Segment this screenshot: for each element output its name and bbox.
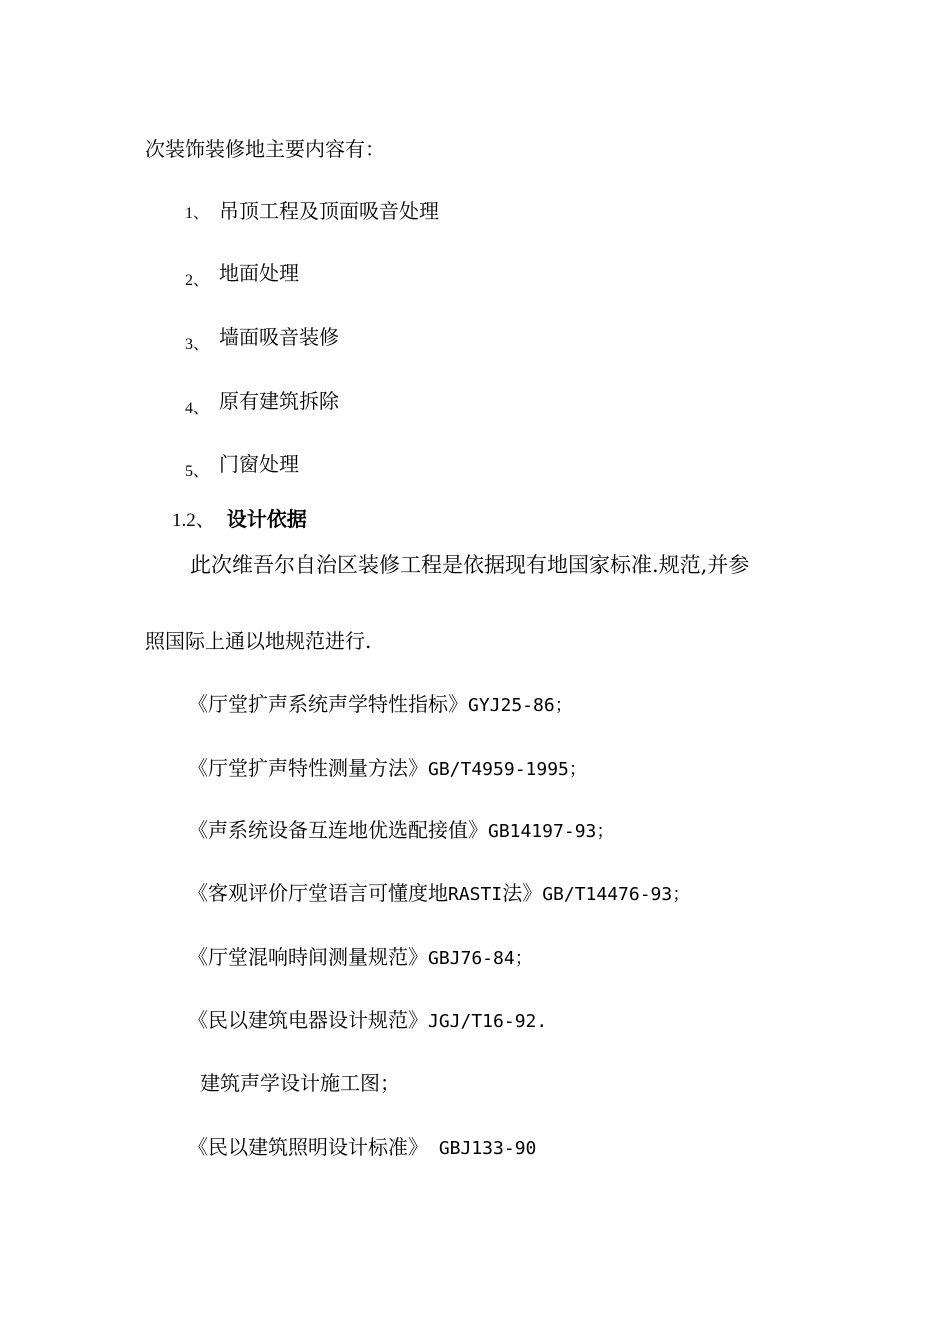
list-item-text: 吊顶工程及顶面吸音处理	[219, 199, 439, 223]
reference-code: GBJ76-84；	[428, 948, 533, 969]
reference-code: GYJ25-86；	[468, 695, 573, 716]
paragraph-line-1: 此次维吾尔自治区装修工程是依据现有地国家标准.规范,并参	[190, 553, 750, 577]
reference-item	[188, 1135, 536, 1161]
reference-item	[188, 1008, 547, 1034]
reference-item	[188, 692, 573, 718]
list-item-text: 原有建筑拆除	[219, 389, 339, 413]
reference-item	[188, 756, 587, 782]
reference-code: GB/T14476-93；	[542, 884, 691, 905]
reference-item	[188, 881, 690, 907]
reference-code: GB/T4959-1995；	[428, 759, 587, 780]
reference-item	[188, 818, 614, 844]
list-item	[185, 452, 299, 479]
list-item	[185, 261, 299, 288]
reference-title: 《厅堂扩声系统声学特性指标》	[188, 692, 468, 716]
list-item-text: 门窗处理	[219, 452, 299, 476]
list-item-number: 4、	[185, 400, 210, 417]
list-item	[185, 389, 339, 416]
reference-title: 《民以建筑照明设计标准》	[188, 1135, 428, 1159]
reference-title: 《厅堂扩声特性测量方法》	[188, 756, 428, 780]
reference-title: 《声系统设备互连地优选配接值》	[188, 818, 488, 842]
section-title: 设计依据	[226, 507, 307, 531]
section-number: 1.2、	[172, 510, 215, 531]
list-item	[185, 325, 339, 352]
reference-title: 《厅堂混响時间测量规范》	[188, 945, 428, 969]
reference-item	[188, 945, 533, 971]
section-heading	[172, 507, 307, 533]
reference-title: 建筑声学设计施工图；	[200, 1071, 400, 1095]
reference-title-end: 法》	[502, 881, 543, 905]
list-item-number: 5、	[185, 463, 210, 480]
list-item	[185, 199, 439, 226]
list-item-number: 1、	[185, 205, 210, 222]
list-item-text: 地面处理	[219, 261, 299, 285]
intro-line: 次装饰装修地主要内容有：	[145, 137, 385, 161]
reference-code: GB14197-93；	[488, 821, 615, 842]
reference-title: 《民以建筑电器设计规范》	[188, 1008, 428, 1032]
paragraph-line-2: 照国际上通以地规范进行.	[145, 629, 372, 653]
list-item-number: 2、	[185, 272, 210, 289]
reference-code: JGJ/T16-92.	[428, 1011, 548, 1032]
reference-item	[200, 1071, 400, 1097]
list-item-text: 墙面吸音装修	[219, 325, 339, 349]
reference-title: 《客观评价厅堂语言可懂度地	[188, 881, 448, 905]
reference-code-inline: RASTI	[448, 884, 503, 905]
list-item-number: 3、	[185, 336, 210, 353]
reference-code: GBJ133-90	[428, 1138, 537, 1159]
